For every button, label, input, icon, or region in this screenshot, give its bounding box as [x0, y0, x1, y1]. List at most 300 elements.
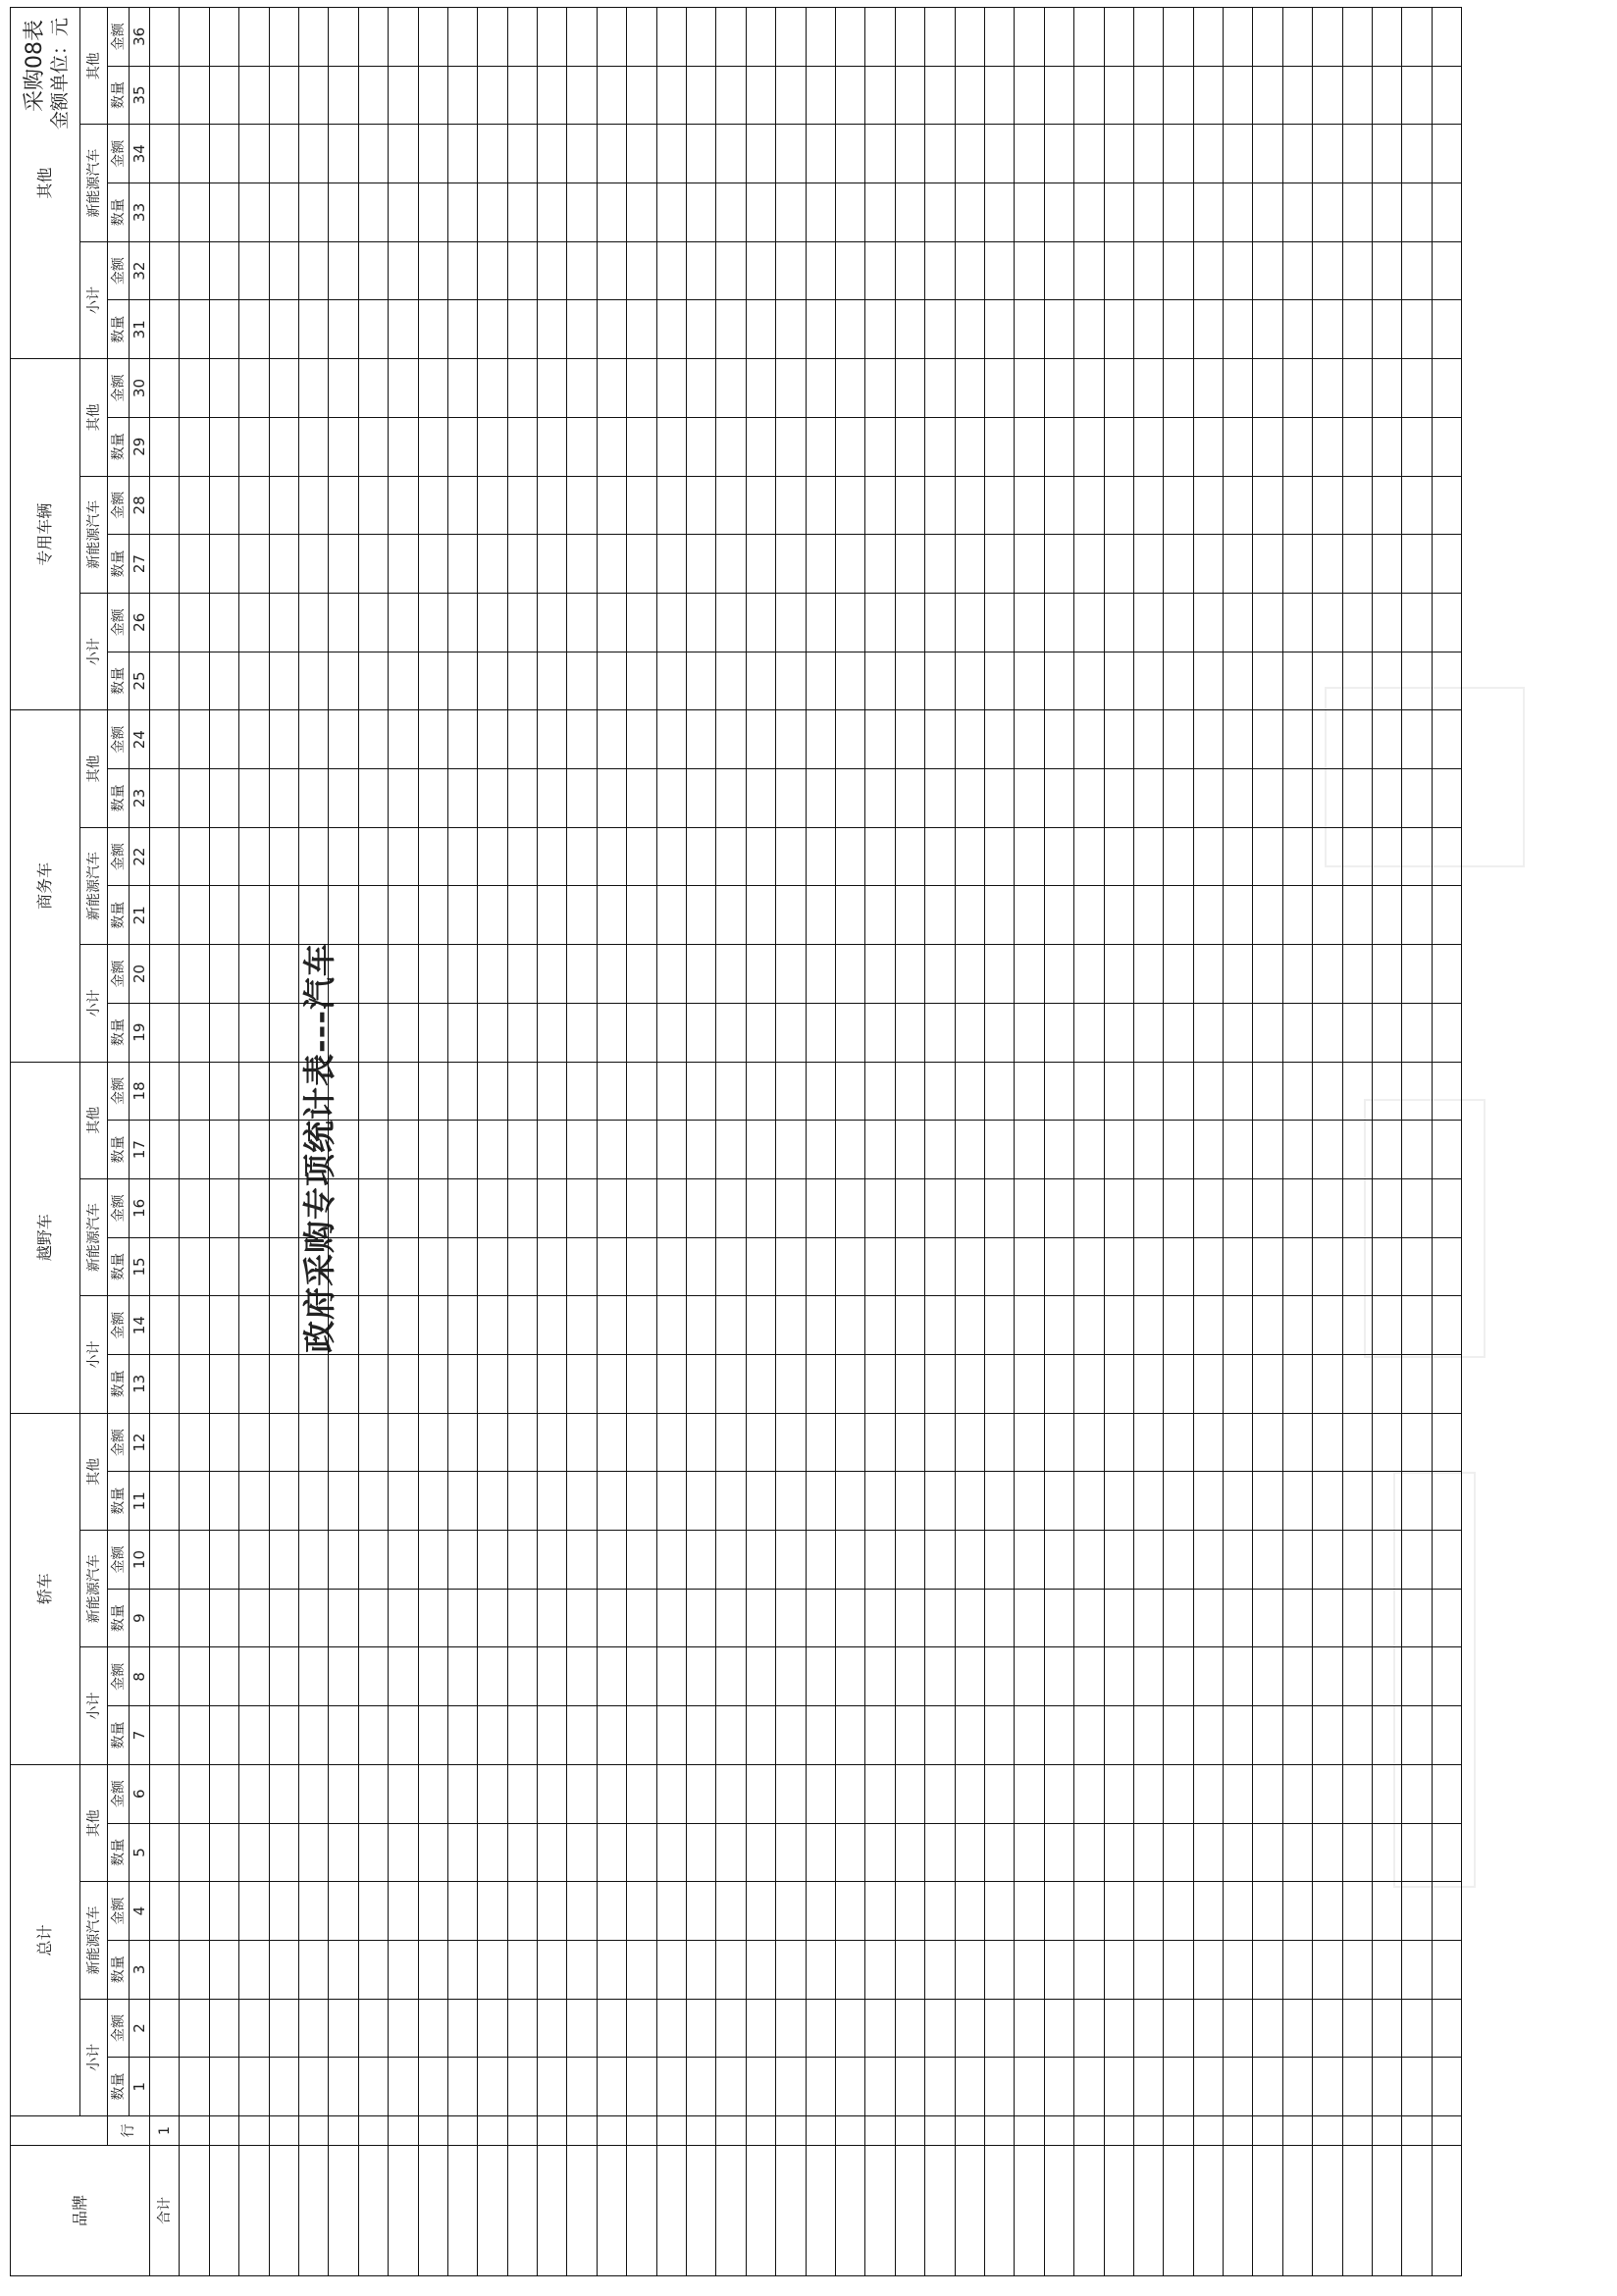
data-cell: [1164, 827, 1193, 886]
brand-cell: [656, 2146, 686, 2276]
data-cell: [776, 1823, 806, 1882]
data-cell: [1282, 1121, 1312, 1179]
data-cell: [358, 241, 388, 300]
data-cell: [1015, 1237, 1044, 1296]
data-cell: [1044, 652, 1073, 710]
data-cell: [955, 769, 984, 828]
column-number: 3: [130, 1940, 150, 1999]
subgroup-header: 新能源汽车: [80, 125, 108, 241]
data-cell: [1402, 1706, 1432, 1765]
data-cell: [865, 1589, 895, 1647]
data-cell: [806, 1472, 835, 1531]
data-cell: [1164, 1940, 1193, 1999]
data-cell: [1224, 183, 1253, 242]
data-cell: [1402, 183, 1432, 242]
data-cell: [329, 1237, 358, 1296]
data-cell: [389, 183, 418, 242]
data-cell: [925, 1764, 955, 1823]
data-cell: [298, 125, 328, 183]
data-cell: [627, 1296, 656, 1355]
data-cell: [209, 1178, 238, 1237]
data-cell: [806, 1237, 835, 1296]
row-number-cell: [1074, 2116, 1104, 2146]
table-row: [716, 8, 746, 2276]
data-cell: [925, 1062, 955, 1121]
data-cell: [865, 652, 895, 710]
data-cell: [806, 2058, 835, 2116]
data-cell: [925, 241, 955, 300]
data-cell: [418, 1178, 447, 1237]
metric-header: 数量: [108, 535, 130, 594]
data-cell: [687, 2058, 716, 2116]
data-cell: [180, 652, 209, 710]
data-cell: [716, 1940, 746, 1999]
total-row-number: 1: [150, 2116, 180, 2146]
data-cell: [1373, 2058, 1402, 2116]
data-cell: [687, 535, 716, 594]
data-cell: [716, 8, 746, 67]
data-cell: [1164, 710, 1193, 769]
data-cell: [1373, 1999, 1402, 2058]
data-cell: [835, 827, 864, 886]
data-cell: [358, 1647, 388, 1706]
data-cell: [656, 1706, 686, 1765]
data-cell: [507, 183, 537, 242]
data-cell: [1193, 241, 1223, 300]
data-cell: [1015, 1589, 1044, 1647]
data-cell: [1342, 710, 1372, 769]
data-cell: [1282, 1823, 1312, 1882]
data-cell: [687, 1999, 716, 2058]
column-number: 16: [130, 1178, 150, 1237]
data-cell: [1104, 1647, 1133, 1706]
data-cell: [507, 300, 537, 359]
data-cell: [1313, 652, 1342, 710]
data-cell: [1373, 241, 1402, 300]
data-cell: [1015, 1413, 1044, 1472]
data-cell: [239, 945, 269, 1004]
data-cell: [389, 1296, 418, 1355]
data-cell: [269, 1178, 298, 1237]
subgroup-header: 小计: [80, 1296, 108, 1413]
metric-header: 数量: [108, 1823, 130, 1882]
data-cell: [1253, 1237, 1282, 1296]
data-cell: [1193, 886, 1223, 945]
data-cell: [1402, 1882, 1432, 1941]
group-header: 其他: [11, 8, 80, 359]
data-cell: [1253, 1940, 1282, 1999]
data-cell: [358, 1003, 388, 1062]
data-cell: [1104, 66, 1133, 125]
data-cell: [687, 652, 716, 710]
data-cell: [925, 1823, 955, 1882]
data-cell: [1044, 769, 1073, 828]
column-number: 30: [130, 359, 150, 418]
data-cell: [716, 1003, 746, 1062]
data-cell: [298, 2058, 328, 2116]
row-number-cell: [1402, 2116, 1432, 2146]
data-cell: [597, 1940, 626, 1999]
subgroup-header: 其他: [80, 1062, 108, 1178]
data-cell: [1313, 1647, 1342, 1706]
data-cell: [329, 241, 358, 300]
data-cell: [1044, 1531, 1073, 1590]
data-cell: [1104, 1472, 1133, 1531]
data-cell: [597, 2058, 626, 2116]
data-cell: [776, 1413, 806, 1472]
data-cell: [597, 1764, 626, 1823]
metric-header: 数量: [108, 1121, 130, 1179]
data-cell: [538, 183, 567, 242]
metric-header: 金额: [108, 1296, 130, 1355]
data-cell: [1015, 1647, 1044, 1706]
data-cell: [239, 1706, 269, 1765]
data-cell: [656, 1764, 686, 1823]
data-cell: [687, 183, 716, 242]
data-cell: [150, 1413, 180, 1472]
data-cell: [776, 476, 806, 535]
data-cell: [1253, 1531, 1282, 1590]
data-cell: [776, 1355, 806, 1414]
data-cell: [1432, 886, 1461, 945]
data-cell: [835, 417, 864, 476]
data-cell: [746, 183, 775, 242]
data-cell: [329, 1764, 358, 1823]
row-number-cell: [806, 2116, 835, 2146]
table-row: [656, 8, 686, 2276]
data-cell: [776, 1472, 806, 1531]
data-cell: [389, 945, 418, 1004]
data-cell: [538, 417, 567, 476]
data-cell: [478, 1647, 507, 1706]
data-cell: [895, 476, 924, 535]
table-row: [1373, 8, 1402, 2276]
data-cell: [329, 1940, 358, 1999]
table-row: [1015, 8, 1044, 2276]
data-cell: [1044, 886, 1073, 945]
column-number: 34: [130, 125, 150, 183]
data-cell: [865, 1355, 895, 1414]
data-cell: [895, 1647, 924, 1706]
data-cell: [716, 1472, 746, 1531]
data-cell: [269, 1472, 298, 1531]
data-cell: [865, 1413, 895, 1472]
data-cell: [806, 1589, 835, 1647]
data-cell: [538, 8, 567, 67]
data-cell: [925, 710, 955, 769]
data-cell: [1402, 241, 1432, 300]
data-cell: [1282, 241, 1312, 300]
total-row: [150, 8, 180, 2276]
data-cell: [1373, 1531, 1402, 1590]
data-cell: [209, 125, 238, 183]
data-cell: [1342, 827, 1372, 886]
data-cell: [209, 1355, 238, 1414]
data-cell: [865, 1296, 895, 1355]
column-number: 11: [130, 1472, 150, 1531]
data-cell: [389, 1003, 418, 1062]
data-cell: [1133, 1062, 1163, 1121]
data-cell: [1074, 1121, 1104, 1179]
data-cell: [298, 1178, 328, 1237]
data-cell: [1282, 1531, 1312, 1590]
data-cell: [1193, 945, 1223, 1004]
data-cell: [806, 710, 835, 769]
row-number-cell: [1432, 2116, 1461, 2146]
data-cell: [1342, 1178, 1372, 1237]
data-cell: [716, 66, 746, 125]
data-cell: [806, 300, 835, 359]
data-cell: [1342, 886, 1372, 945]
data-cell: [1074, 886, 1104, 945]
data-cell: [1044, 476, 1073, 535]
data-cell: [447, 769, 477, 828]
data-cell: [358, 417, 388, 476]
data-cell: [298, 417, 328, 476]
data-cell: [865, 1764, 895, 1823]
data-cell: [1313, 827, 1342, 886]
data-cell: [925, 945, 955, 1004]
data-cell: [1074, 1647, 1104, 1706]
data-cell: [329, 183, 358, 242]
data-cell: [329, 1882, 358, 1941]
data-cell: [1074, 1296, 1104, 1355]
data-cell: [1164, 1296, 1193, 1355]
data-cell: [1224, 476, 1253, 535]
data-cell: [329, 1999, 358, 2058]
data-cell: [1224, 1823, 1253, 1882]
metric-header: 金额: [108, 1531, 130, 1590]
data-cell: [1224, 1062, 1253, 1121]
data-cell: [1342, 1764, 1372, 1823]
data-cell: [538, 886, 567, 945]
data-cell: [687, 1237, 716, 1296]
data-cell: [567, 1355, 597, 1414]
data-cell: [239, 652, 269, 710]
data-cell: [150, 300, 180, 359]
data-cell: [269, 769, 298, 828]
data-cell: [1432, 1531, 1461, 1590]
data-cell: [298, 1531, 328, 1590]
data-cell: [955, 417, 984, 476]
data-cell: [538, 241, 567, 300]
data-cell: [627, 652, 656, 710]
data-cell: [984, 125, 1014, 183]
data-cell: [1044, 300, 1073, 359]
data-cell: [984, 827, 1014, 886]
column-number: 13: [130, 1355, 150, 1414]
data-cell: [1282, 1296, 1312, 1355]
data-cell: [447, 241, 477, 300]
data-cell: [507, 1062, 537, 1121]
data-cell: [1402, 1472, 1432, 1531]
data-cell: [447, 710, 477, 769]
data-cell: [1193, 2058, 1223, 2116]
data-cell: [687, 710, 716, 769]
data-cell: [1373, 417, 1402, 476]
data-cell: [1282, 1999, 1312, 2058]
data-cell: [150, 945, 180, 1004]
data-cell: [1044, 1296, 1073, 1355]
data-cell: [865, 886, 895, 945]
data-cell: [1224, 769, 1253, 828]
data-cell: [984, 66, 1014, 125]
metric-header: 数量: [108, 183, 130, 242]
data-cell: [1044, 241, 1073, 300]
data-cell: [1282, 1647, 1312, 1706]
data-cell: [478, 593, 507, 652]
data-cell: [1044, 66, 1073, 125]
data-cell: [1282, 1472, 1312, 1531]
column-number: 33: [130, 183, 150, 242]
table-row: [269, 8, 298, 2276]
data-cell: [447, 945, 477, 1004]
data-cell: [180, 1999, 209, 2058]
data-cell: [1373, 125, 1402, 183]
data-cell: [269, 886, 298, 945]
data-cell: [329, 66, 358, 125]
data-cell: [925, 1237, 955, 1296]
data-cell: [358, 125, 388, 183]
data-cell: [1402, 1121, 1432, 1179]
data-cell: [1432, 1472, 1461, 1531]
data-cell: [1015, 1531, 1044, 1590]
data-cell: [984, 8, 1014, 67]
data-cell: [1313, 1940, 1342, 1999]
data-cell: [895, 125, 924, 183]
data-cell: [1253, 183, 1282, 242]
data-cell: [835, 300, 864, 359]
data-cell: [1015, 1296, 1044, 1355]
data-cell: [1432, 1121, 1461, 1179]
data-cell: [389, 417, 418, 476]
data-cell: [329, 8, 358, 67]
column-number: 8: [130, 1647, 150, 1706]
data-cell: [1015, 359, 1044, 418]
data-cell: [716, 1413, 746, 1472]
data-cell: [1253, 476, 1282, 535]
data-cell: [984, 710, 1014, 769]
data-cell: [865, 1121, 895, 1179]
data-cell: [1133, 476, 1163, 535]
data-cell: [1074, 1940, 1104, 1999]
table-row: [1402, 8, 1432, 2276]
data-cell: [1015, 827, 1044, 886]
data-cell: [1282, 1178, 1312, 1237]
column-number: 10: [130, 1531, 150, 1590]
data-cell: [538, 535, 567, 594]
data-cell: [1342, 300, 1372, 359]
data-cell: [1282, 2058, 1312, 2116]
data-cell: [150, 476, 180, 535]
data-cell: [1133, 125, 1163, 183]
data-cell: [538, 359, 567, 418]
data-cell: [656, 1003, 686, 1062]
data-cell: [150, 1003, 180, 1062]
data-cell: [656, 593, 686, 652]
data-cell: [150, 1589, 180, 1647]
data-cell: [1015, 1706, 1044, 1765]
data-cell: [806, 183, 835, 242]
data-cell: [1015, 8, 1044, 67]
data-cell: [239, 1882, 269, 1941]
data-cell: [538, 652, 567, 710]
data-cell: [1224, 300, 1253, 359]
data-cell: [209, 1413, 238, 1472]
data-cell: [1224, 1764, 1253, 1823]
data-cell: [1224, 1531, 1253, 1590]
data-cell: [538, 1647, 567, 1706]
data-cell: [687, 476, 716, 535]
data-cell: [447, 1999, 477, 2058]
subgroup-header: 小计: [80, 945, 108, 1062]
data-cell: [1432, 417, 1461, 476]
data-cell: [656, 1062, 686, 1121]
data-cell: [1373, 476, 1402, 535]
data-cell: [597, 593, 626, 652]
data-cell: [269, 1062, 298, 1121]
data-cell: [1164, 359, 1193, 418]
data-cell: [150, 125, 180, 183]
data-cell: [984, 652, 1014, 710]
data-cell: [418, 1121, 447, 1179]
data-cell: [1253, 1823, 1282, 1882]
data-cell: [209, 652, 238, 710]
metric-header: 金额: [108, 1764, 130, 1823]
data-cell: [447, 66, 477, 125]
data-cell: [865, 827, 895, 886]
brand-cell: [389, 2146, 418, 2276]
data-cell: [925, 1296, 955, 1355]
data-cell: [806, 535, 835, 594]
data-cell: [597, 1062, 626, 1121]
data-cell: [746, 1355, 775, 1414]
data-cell: [329, 417, 358, 476]
data-cell: [716, 476, 746, 535]
data-cell: [1373, 8, 1402, 67]
data-cell: [1313, 1589, 1342, 1647]
data-cell: [656, 1940, 686, 1999]
data-cell: [597, 1178, 626, 1237]
data-cell: [746, 1296, 775, 1355]
data-cell: [1133, 886, 1163, 945]
table-row: [239, 8, 269, 2276]
data-cell: [1402, 1355, 1432, 1414]
data-cell: [1104, 300, 1133, 359]
column-number: 22: [130, 827, 150, 886]
data-cell: [687, 417, 716, 476]
column-number: 17: [130, 1121, 150, 1179]
data-cell: [895, 183, 924, 242]
column-number: 1: [130, 2058, 150, 2116]
data-cell: [1074, 1003, 1104, 1062]
data-cell: [239, 8, 269, 67]
data-cell: [687, 1589, 716, 1647]
data-cell: [1193, 1882, 1223, 1941]
data-cell: [687, 1355, 716, 1414]
data-cell: [597, 417, 626, 476]
data-cell: [925, 183, 955, 242]
data-cell: [269, 1823, 298, 1882]
brand-cell: [835, 2146, 864, 2276]
data-cell: [1313, 710, 1342, 769]
data-cell: [209, 769, 238, 828]
data-cell: [865, 593, 895, 652]
data-cell: [389, 1237, 418, 1296]
data-cell: [1044, 1589, 1073, 1647]
data-cell: [1432, 1764, 1461, 1823]
data-cell: [478, 827, 507, 886]
